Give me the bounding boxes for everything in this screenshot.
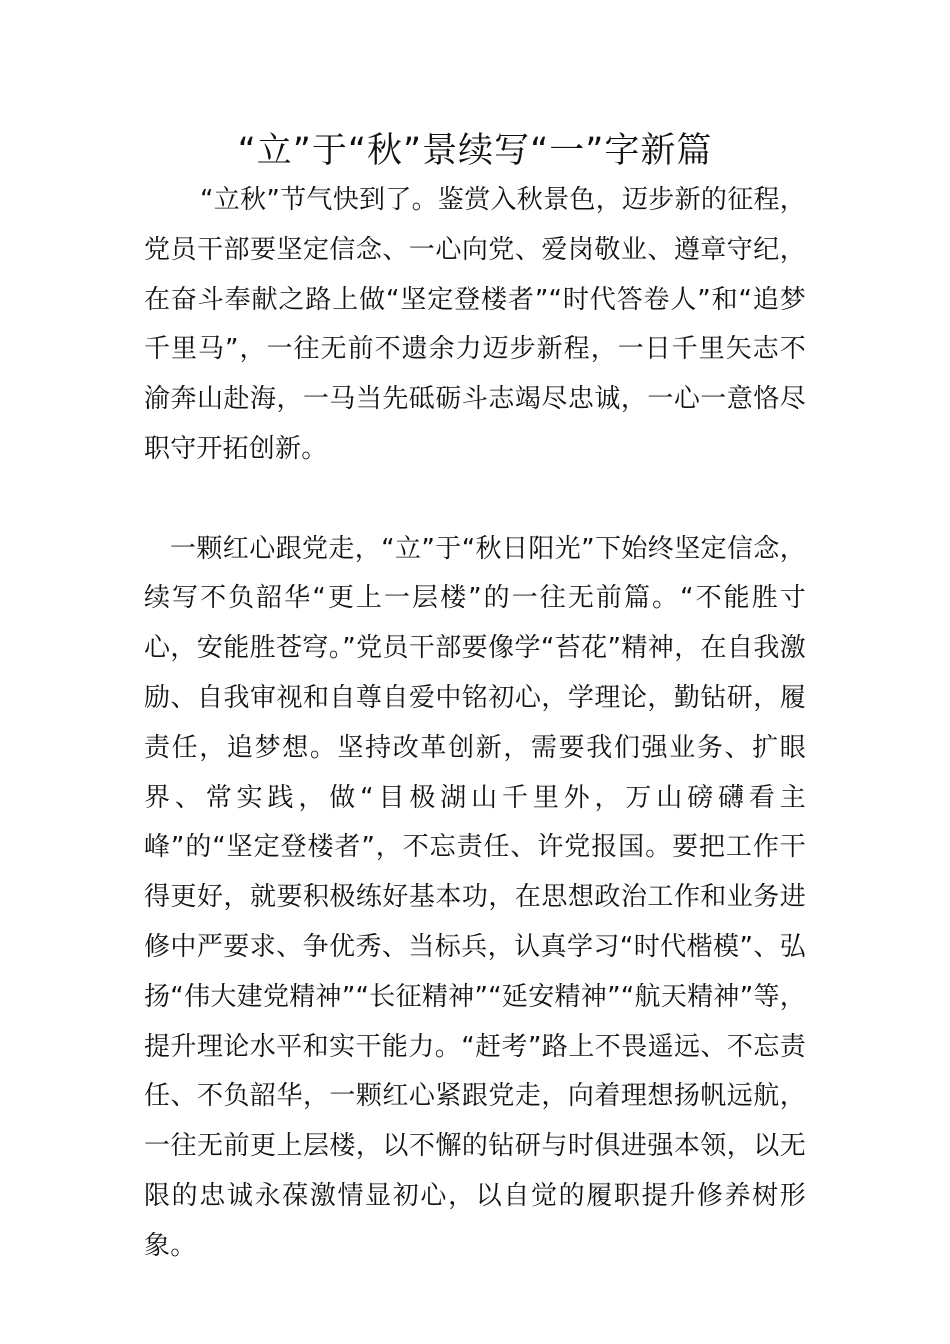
- document-body: [144, 176, 806, 1272]
- paragraph-2: 一颗红心跟党走，“立”于“秋日阳光”下始终坚定信念，续写不负韶华“更上一层楼”的一往无前篇。“不能胜寸心，安能胜苍穹。”党员干部要像学“苔花”精神，在自我激励、自我审视和自尊自爱中铭初心，学理论，勤钻研，履责任，追梦想。坚持改革创新，需要我们强业务、扩眼界、常实践，做“目极湖山千里外，万山磅礴看主峰”的“坚定登楼者”，不忘责任、许党报国。要把工作干得更好，就要积极练好基本功，在思想政治工作和业务进修中严要求、争优秀、当标兵，认真学习“时代楷模”、弘扬“伟大建党精神”“长征精神”“延安精神”“航天精神”等，提升理论水平和实干能力。“赶考”路上不畏遥远、不忘责任、不负韶华，一颗红心紧跟党走，向着理想扬帆远航，一往无前更上层楼，以不懈的钻研与时俱进强本领，以无限的忠诚永葆激情显初心，以自觉的履职提升修养树形象。: [144, 533, 806, 1261]
- document-title: “立”于“秋”景续写“一”字新篇: [237, 131, 713, 171]
- paragraph-1: “立秋”节气快到了。鉴赏入秋景色，迈步新的征程，党员干部要坚定信念、一心向党、爱岗敬业、遵章守纪，在奋斗奉献之路上做“坚定登楼者”“时代答卷人”和“追梦千里马”，一往无前不遗余力迈步新程，一日千里矢志不渝奔山赴海，一马当先砥砺斗志竭尽忠诚，一心一意恪尽职守开拓创新。: [144, 185, 806, 464]
